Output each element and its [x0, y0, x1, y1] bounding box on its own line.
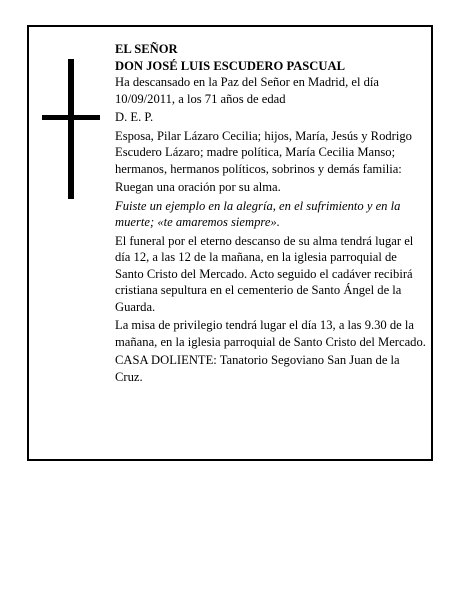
memorial-quote: Fuiste un ejemplo en la alegría, en el sufrimiento y en la muerte; «te amaremos siempre». [115, 198, 401, 229]
mass-details: La misa de privilegio tendrá lugar el día 13, a las 9.30 de la mañana, en la iglesia parroquial de Santo Cristo del Mercado. [115, 318, 426, 349]
prayer-request: Ruegan una oración por su alma. [115, 180, 281, 194]
obituary-text [115, 41, 427, 387]
family-list: Esposa, Pilar Lázaro Cecilia; hijos, María, Jesús y Rodrigo Escudero Lázaro; madre política, María Cecilia Manso; hermanos, hermanos políticos, sobrinos y demás familia: [115, 128, 412, 176]
funeral-details: El funeral por el eterno descanso de su alma tendrá lugar el día 12, a las 12 de la mañana, en la iglesia parroquial de Santo Cristo del Mercado. Acto seguido el cadáver recibirá cristiana sepultura en el cementerio de Santo Ángel de la Guarda. [115, 233, 414, 314]
death-statement: Ha descansado en la Paz del Señor en Madrid, el día 10/09/2011, a los 71 años de edad [115, 75, 380, 106]
obituary-notice [27, 25, 433, 461]
deceased-name: DON JOSÉ LUIS ESCUDERO PASCUAL [115, 58, 345, 73]
mourning-house: CASA DOLIENTE: Tanatorio Segoviano San Juan de la Cruz. [115, 353, 400, 384]
cross-vertical-bar [68, 59, 74, 199]
cross-icon [42, 59, 100, 199]
title-line-1: EL SEÑOR [115, 42, 178, 56]
rip-abbreviation: D. E. P. [115, 110, 154, 124]
cross-horizontal-bar [42, 115, 100, 120]
